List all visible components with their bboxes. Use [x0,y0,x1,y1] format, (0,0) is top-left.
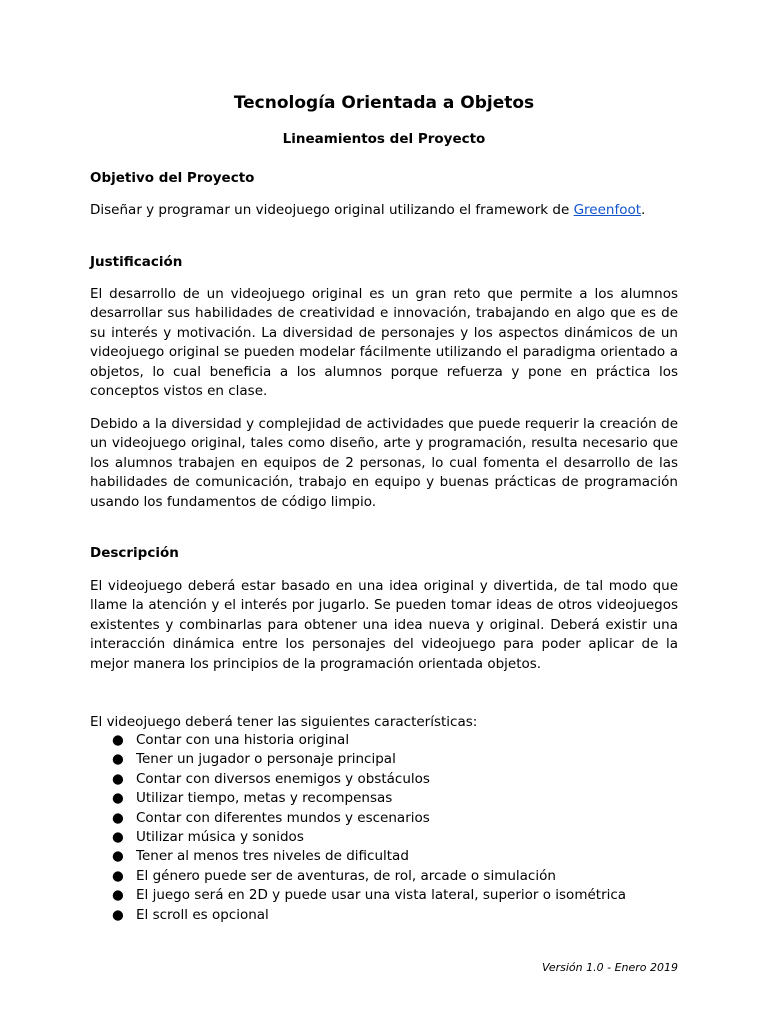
list-item-text: Contar con diversos enemigos y obstáculos [136,770,430,787]
features-list [90,731,626,925]
bullet-icon: ● [112,848,124,865]
list-item [90,886,626,905]
list-item [90,867,626,886]
justificacion-paragraph-2: Debido a la diversidad y complejidad de actividades que puede requerir la creación de un videojuego original, tales como diseño, arte y programación, resulta necesario que los alumnos trabajen en equipos de 2 personas, lo cual fomenta el desarrollo de las habilidades de comunicación, trabajo en equipo y buenas prácticas de programación usando los fundamentos de código limpio. [90,416,678,510]
bullet-icon: ● [112,732,124,748]
list-item-text: Utilizar tiempo, metas y recompensas [136,790,393,807]
list-item-text: Contar con una historia original [136,732,350,748]
bullet-icon: ● [112,829,124,846]
bullet-icon: ● [112,751,124,768]
list-item-text: Utilizar música y sonidos [136,829,304,846]
document-title: Tecnología Orientada a Objetos [233,93,535,113]
list-item-text: Tener al menos tres niveles de dificultad [136,848,409,865]
list-item [90,731,626,750]
bullet-icon: ● [112,887,124,904]
bullet-icon: ● [112,867,124,884]
list-item-text: El scroll es opcional [136,906,269,923]
objetivo-text: Diseñar y programar un videojuego original utilizando el framework de [90,202,574,218]
bullet-icon: ● [112,770,124,787]
list-item [90,750,626,769]
footer-version: Versión 1.0 - Enero 2019 [541,961,678,974]
justificacion-paragraph-1: El desarrollo de un videojuego original es un gran reto que permite a los alumnos desarrollar sus habilidades de creatividad e innovación, trabajando en algo que es de su interés y motivación. La diversidad de personajes y los aspectos dinámicos de un videojuego original se pueden modelar fácilmente utilizando el paradigma orientado a objetos, lo cual beneficia a los alumnos porque refuerza y pone en práctica los conceptos vistos en clase. [90,286,678,400]
document-subtitle: Lineamientos del Proyecto [282,131,486,147]
list-item-text: Contar con diferentes mundos y escenarios [136,809,430,826]
bullet-icon: ● [112,790,124,807]
list-item [90,828,626,847]
descripcion-paragraph: El videojuego deberá estar basado en una idea original y divertida, de tal modo que llame la atención y el interés por jugarlo. Se pueden tomar ideas de otros videojuegos existentes y combinarlas para obtener una idea nueva y original. Deberá existir una interacción dinámica entre los personajes del videojuego para poder aplicar de la mejor manera los principios de la programación orientada objetos. [90,578,678,672]
objetivo-text-end: . [641,202,646,218]
list-item [90,770,626,789]
bullet-icon: ● [112,809,124,826]
heading-descripcion: Descripción [90,545,179,561]
list-item [90,847,626,866]
list-intro: El videojuego deberá tener las siguientes características: [90,714,478,730]
list-item [90,906,626,925]
objetivo-paragraph [90,201,678,220]
greenfoot-link[interactable]: Greenfoot [573,202,642,218]
list-item-text: Tener un jugador o personaje principal [136,751,396,768]
heading-objetivo: Objetivo del Proyecto [90,170,255,186]
document-page [90,0,678,1024]
list-item [90,809,626,828]
list-item [90,789,626,808]
list-item-text: El género puede ser de aventuras, de rol, arcade o simulación [136,867,556,884]
list-item-text: El juego será en 2D y puede usar una vista lateral, superior o isométrica [136,887,627,904]
bullet-icon: ● [112,906,124,923]
heading-justificacion: Justificación [90,254,183,270]
